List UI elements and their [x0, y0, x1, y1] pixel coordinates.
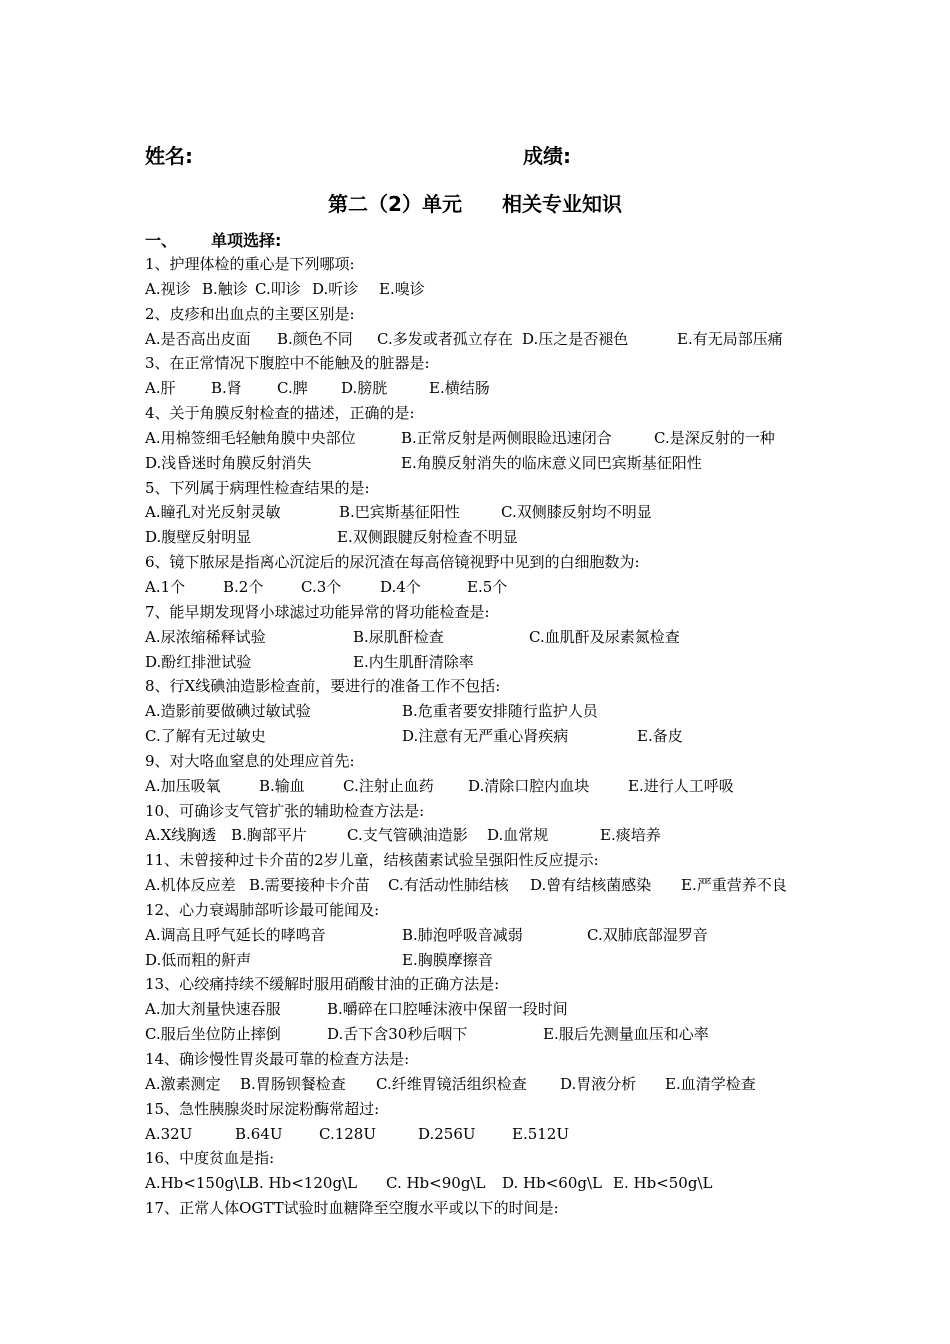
question-text: 17、正常人体OGTT试验时血糖降至空腹水平或以下的时间是:	[145, 1199, 559, 1218]
option: D.听诊	[312, 279, 359, 298]
option: E.双侧跟腱反射检查不明显	[337, 528, 518, 547]
option: C.了解有无过敏史	[145, 727, 266, 746]
option: A.瞳孔对光反射灵敏	[145, 503, 281, 522]
option: D. Hb<60g\L	[502, 1174, 602, 1193]
option: A.32U	[145, 1124, 193, 1143]
option: A.机体反应差	[145, 876, 236, 895]
option: E. Hb<50g\L	[613, 1174, 713, 1193]
option: E.备皮	[637, 727, 683, 746]
option-line	[145, 873, 825, 898]
option: E.角膜反射消失的临床意义同巴宾斯基征阳性	[401, 453, 702, 472]
option-line	[145, 575, 825, 600]
question-text: 13、心绞痛持续不缓解时服用硝酸甘油的正确方法是:	[145, 975, 500, 994]
option: D.胃液分析	[560, 1074, 637, 1093]
option: E.严重营养不良	[681, 876, 787, 895]
option: D.酚红排泄试验	[145, 652, 252, 671]
option: B.肺泡呼吸音减弱	[402, 925, 523, 944]
option: B.尿肌酐检查	[353, 627, 444, 646]
option: E.血清学检查	[665, 1074, 756, 1093]
option: A.造影前要做碘过敏试验	[145, 702, 311, 721]
option-line	[145, 948, 825, 973]
option: A.加大剂量快速吞服	[145, 1000, 281, 1019]
option: A.尿浓缩稀释试验	[145, 627, 266, 646]
option: B.胃肠钡餐检查	[240, 1074, 346, 1093]
question-text: 5、下列属于病理性检查结果的是:	[145, 478, 370, 497]
option: C.血肌酐及尿素氮检查	[529, 627, 680, 646]
option: B.嚼碎在口腔唾沫液中保留一段时间	[327, 1000, 568, 1019]
option: C.纤维胃镜活组织检查	[376, 1074, 527, 1093]
option: C.128U	[319, 1124, 376, 1143]
option: B.巴宾斯基征阳性	[339, 503, 460, 522]
question-text: 16、中度贫血是指:	[145, 1149, 275, 1168]
option: A.是否高出皮面	[145, 329, 251, 348]
option: D.曾有结核菌感染	[530, 876, 652, 895]
option-line	[145, 1171, 825, 1196]
option: C.支气管碘油造影	[347, 826, 468, 845]
option: A.Hb<150g\L	[145, 1174, 250, 1193]
question-text: 9、对大咯血窒息的处理应首先:	[145, 751, 355, 770]
option-line	[145, 923, 825, 948]
option: B.正常反射是两侧眼睑迅速闭合	[401, 428, 612, 447]
option: D.腹壁反射明显	[145, 528, 252, 547]
option: B.颜色不同	[277, 329, 353, 348]
option: C.3个	[301, 577, 342, 596]
option: C.双肺底部湿罗音	[587, 925, 708, 944]
option-line	[145, 724, 825, 749]
option-line	[145, 699, 825, 724]
option: C.多发或者孤立存在	[377, 329, 513, 348]
name-label: 姓名:	[145, 144, 193, 168]
option: C. Hb<90g\L	[386, 1174, 486, 1193]
question-text: 6、镜下脓尿是指离心沉淀后的尿沉渣在每高倍镜视野中见到的白细胞数为:	[145, 553, 640, 572]
option: D.4个	[380, 577, 421, 596]
option-line	[145, 1022, 825, 1047]
score-label: 成绩:	[523, 144, 571, 168]
question-text: 10、可确诊支气管扩张的辅助检查方法是:	[145, 801, 425, 820]
option: B.胸部平片	[231, 826, 307, 845]
question-text: 7、能早期发现肾小球滤过功能异常的肾功能检查是:	[145, 602, 490, 621]
option-line	[145, 500, 825, 525]
option: A.1个	[145, 577, 186, 596]
option: E.痰培养	[600, 826, 661, 845]
section-label: 单项选择:	[211, 231, 282, 250]
option-line	[145, 451, 825, 476]
option: D.血常规	[487, 826, 549, 845]
option: D.压之是否褪色	[522, 329, 629, 348]
question-text: 14、确诊慢性胃炎最可靠的检查方法是:	[145, 1050, 410, 1068]
question-text: 8、行X线碘油造影检查前，要进行的准备工作不包括:	[145, 677, 501, 696]
option: D.膀胱	[341, 379, 388, 398]
option: E.横结肠	[429, 379, 490, 398]
option-line	[145, 327, 825, 352]
option-line	[145, 376, 825, 401]
option: B.2个	[223, 577, 264, 596]
question-text: 12、心力衰竭肺部听诊最可能闻及:	[145, 900, 380, 919]
option-line	[145, 1122, 825, 1147]
option: E.服后先测量血压和心率	[543, 1025, 709, 1044]
option-line	[145, 426, 825, 451]
option: B.输血	[259, 776, 305, 795]
option-line	[145, 525, 825, 550]
option: B.危重者要安排随行监护人员	[402, 702, 598, 721]
option: D.低而粗的鼾声	[145, 950, 252, 969]
option: E.512U	[512, 1124, 569, 1143]
option: D.舌下含30秒后咽下	[327, 1025, 468, 1044]
question-text: 11、未曾接种过卡介苗的2岁儿童，结核菌素试验呈强阳性反应提示:	[145, 851, 599, 870]
option: D.注意有无严重心肾疾病	[402, 727, 569, 746]
option: B.触诊	[202, 279, 248, 298]
option: A.用棉签细毛轻触角膜中央部位	[145, 428, 356, 447]
option-line	[145, 774, 825, 799]
option: D.清除口腔内血块	[468, 776, 590, 795]
option: D.256U	[418, 1124, 476, 1143]
question-text: 2、皮疹和出血点的主要区别是:	[145, 304, 355, 323]
option: B.肾	[211, 379, 242, 398]
option: E.有无局部压痛	[677, 329, 783, 348]
question-text: 1、护理体检的重心是下列哪项:	[145, 255, 355, 273]
unit-title: 第二（2）单元 相关专业知识	[328, 192, 622, 216]
option: C.注射止血药	[343, 776, 434, 795]
option: C.服后坐位防止摔倒	[145, 1025, 281, 1044]
option-line	[145, 823, 825, 848]
option: B.64U	[235, 1124, 283, 1143]
question-text: 4、关于角膜反射检查的描述，正确的是:	[145, 404, 415, 423]
option: A.视诊	[145, 279, 191, 298]
section-heading	[145, 228, 281, 251]
section-number: 一、	[145, 231, 178, 250]
option: C.叩诊	[255, 279, 301, 298]
option: E.嗅诊	[379, 279, 425, 298]
question-text: 15、急性胰腺炎时尿淀粉酶常超过:	[145, 1099, 380, 1118]
question-list	[145, 252, 825, 1221]
option: E.胸膜摩擦音	[402, 950, 493, 969]
option: D.浅昏迷时角膜反射消失	[145, 453, 312, 472]
option: C.双侧膝反射均不明显	[501, 503, 652, 522]
option: B. Hb<120g\L	[248, 1174, 358, 1193]
option: A.激素测定	[145, 1074, 221, 1093]
option: E.5个	[467, 577, 508, 596]
option: C.是深反射的一种	[654, 428, 775, 447]
option: A.X线胸透	[145, 826, 217, 845]
option-line	[145, 997, 825, 1022]
option: B.需要接种卡介苗	[249, 876, 370, 895]
option: E.进行人工呼吸	[628, 776, 734, 795]
option: A.调高且呼气延长的哮鸣音	[145, 925, 326, 944]
option: A.加压吸氧	[145, 776, 221, 795]
option-line	[145, 277, 825, 302]
option: C.有活动性肺结核	[388, 876, 509, 895]
option: A.肝	[145, 379, 176, 398]
option-line	[145, 1072, 825, 1097]
option-line	[145, 650, 825, 675]
option: E.内生肌酐清除率	[353, 652, 474, 671]
option-line	[145, 625, 825, 650]
option: C.脾	[277, 379, 308, 398]
question-text: 3、在正常情况下腹腔中不能触及的脏器是:	[145, 354, 430, 373]
